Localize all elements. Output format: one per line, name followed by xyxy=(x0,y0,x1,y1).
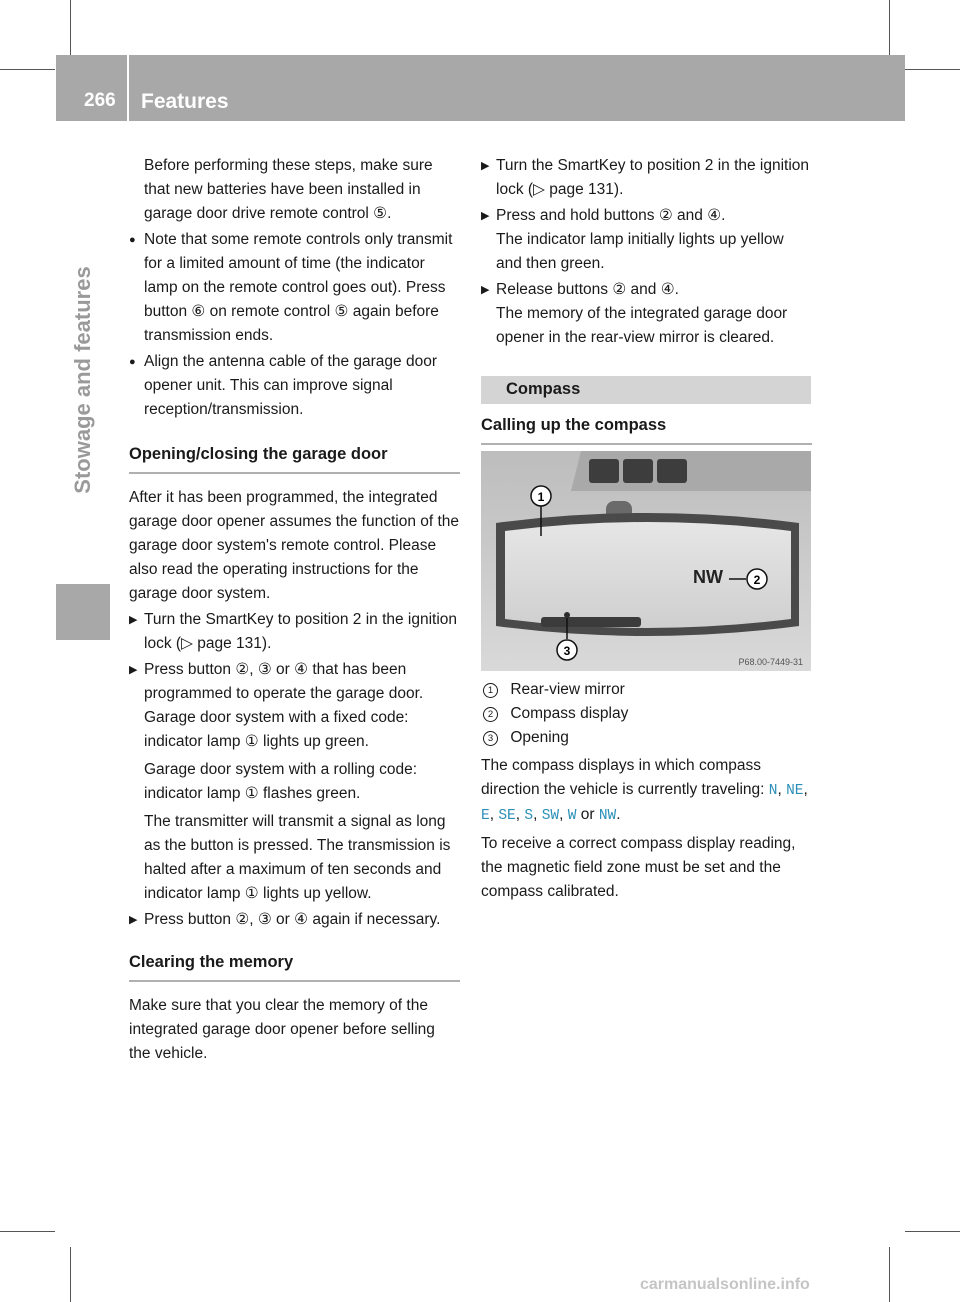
legend-number: 3 xyxy=(483,731,498,746)
legend-block xyxy=(481,678,812,904)
mirror-figure xyxy=(481,451,811,671)
step-item xyxy=(129,908,460,932)
legend-number: 1 xyxy=(483,683,498,698)
step-note: Garage door system with a rolling code: indicator lamp ① flashes green. xyxy=(144,761,418,802)
page-title: Features xyxy=(141,90,229,113)
step-note: Garage door system with a fixed code: indicator lamp ① lights up green. xyxy=(144,709,409,750)
direction-code: N xyxy=(768,783,778,799)
legend-number: 2 xyxy=(483,707,498,722)
legend-item xyxy=(481,702,812,726)
compass-section-box xyxy=(481,376,811,404)
step-text: Press and hold buttons ② and ④. xyxy=(496,207,726,224)
receive-paragraph: To receive a correct compass display reading, the magnetic field zone must be set and the compass calibrated. xyxy=(481,835,796,900)
direction-code: SW xyxy=(541,808,560,824)
direction-code: NE xyxy=(786,783,804,799)
heading-rule xyxy=(129,980,460,982)
bullet-marker: ● xyxy=(129,234,136,246)
compass-display-text: NW xyxy=(693,567,723,587)
direction-code: S xyxy=(524,808,534,824)
calling-heading-block xyxy=(481,413,812,445)
legend-text: Rear-view mirror xyxy=(510,681,625,698)
step-item xyxy=(481,278,812,302)
watermark: carmanualsonline.info xyxy=(640,1276,810,1293)
bullet-item xyxy=(129,350,460,422)
heading-rule xyxy=(129,472,460,474)
bullet-text: Note that some remote controls only transmit for a limited amount of time (the indicator lamp on the remote control goes out). Press button ⑥ on remote control ⑤ again before transmission ends. xyxy=(144,231,453,344)
clearing-paragraph: Make sure that you clear the memory of the integrated garage door opener before selling the vehicle. xyxy=(129,997,435,1062)
bullet-marker: ● xyxy=(129,356,136,368)
legend-item xyxy=(481,678,812,702)
bullet-item xyxy=(129,228,460,348)
step-item xyxy=(481,154,812,202)
section-heading: Calling up the compass xyxy=(481,416,667,434)
compass-box-label: Compass xyxy=(506,380,581,398)
step-note: The indicator lamp initially lights up yellow and then green. xyxy=(496,231,784,272)
side-tab-label: Stowage and features xyxy=(70,266,95,494)
right-column xyxy=(481,154,812,350)
callout-number: 1 xyxy=(537,490,545,504)
arrow-marker: ▶ xyxy=(481,160,490,172)
step-note: The memory of the integrated garage door opener in the rear-view mirror is cleared. xyxy=(496,305,788,346)
opening-paragraph: After it has been programmed, the integrated garage door opener assumes the function of the garage door system's remote control. Please also read the operating instructions for the garage door system. xyxy=(129,489,460,602)
step-text: Turn the SmartKey to position 2 in the ignition lock (▷ page 131). xyxy=(144,611,458,652)
callout-number: 2 xyxy=(753,573,761,587)
step-note: The transmitter will transmit a signal as long as the button is pressed. The transmission is halted after a maximum of ten seconds and indicator lamp ① lights up yellow. xyxy=(144,813,451,902)
header-divider xyxy=(127,55,129,121)
direction-code: NW xyxy=(598,808,617,824)
step-text: Press button ②, ③ or ④ again if necessary. xyxy=(144,911,441,928)
arrow-marker: ▶ xyxy=(129,664,138,676)
crop-mark xyxy=(70,0,71,55)
step-item xyxy=(129,658,460,706)
section-heading: Clearing the memory xyxy=(129,953,294,971)
crop-mark xyxy=(0,69,55,70)
crop-mark xyxy=(889,1247,890,1302)
arrow-marker: ▶ xyxy=(129,614,138,626)
step-text: Release buttons ② and ④. xyxy=(496,281,679,298)
step-item xyxy=(129,608,460,656)
step-text: Turn the SmartKey to position 2 in the ignition lock (▷ page 131). xyxy=(496,157,810,198)
page-number: 266 xyxy=(84,90,116,111)
crop-mark xyxy=(889,0,890,55)
directions-intro: The compass displays in which compass direction the vehicle is currently traveling: xyxy=(481,757,765,798)
direction-code: SE xyxy=(498,808,516,824)
figure-code: P68.00-7449-31 xyxy=(738,657,803,667)
direction-code: E xyxy=(481,808,490,824)
step-text: Press button ②, ③ or ④ that has been programmed to operate the garage door. xyxy=(144,661,424,702)
legend-text: Opening xyxy=(510,729,569,746)
legend-item xyxy=(481,726,812,750)
side-tab-block xyxy=(56,584,110,640)
crop-mark xyxy=(70,1247,71,1302)
section-heading: Opening/closing the garage door xyxy=(129,445,388,463)
direction-code: W xyxy=(567,808,577,824)
heading-rule xyxy=(481,443,812,445)
crop-mark xyxy=(905,69,960,70)
intro-paragraph: Before performing these steps, make sure that new batteries have been installed in garage door drive remote control ⑤. xyxy=(144,157,433,222)
left-column xyxy=(129,154,460,1066)
arrow-marker: ▶ xyxy=(481,284,490,296)
legend-text: Compass display xyxy=(510,705,629,722)
crop-mark xyxy=(905,1231,960,1232)
callout-number: 3 xyxy=(563,644,571,658)
arrow-marker: ▶ xyxy=(129,914,138,926)
bullet-text: Align the antenna cable of the garage door opener unit. This can improve signal reception/transmission. xyxy=(144,353,438,418)
mirror-illustration xyxy=(481,451,811,671)
crop-mark xyxy=(0,1231,55,1232)
directions-paragraph: The compass displays in which compass direction the vehicle is currently traveling: N, NE, E, SE, S, SW, W or NW. xyxy=(481,757,808,824)
step-item xyxy=(481,204,812,228)
arrow-marker: ▶ xyxy=(481,210,490,222)
